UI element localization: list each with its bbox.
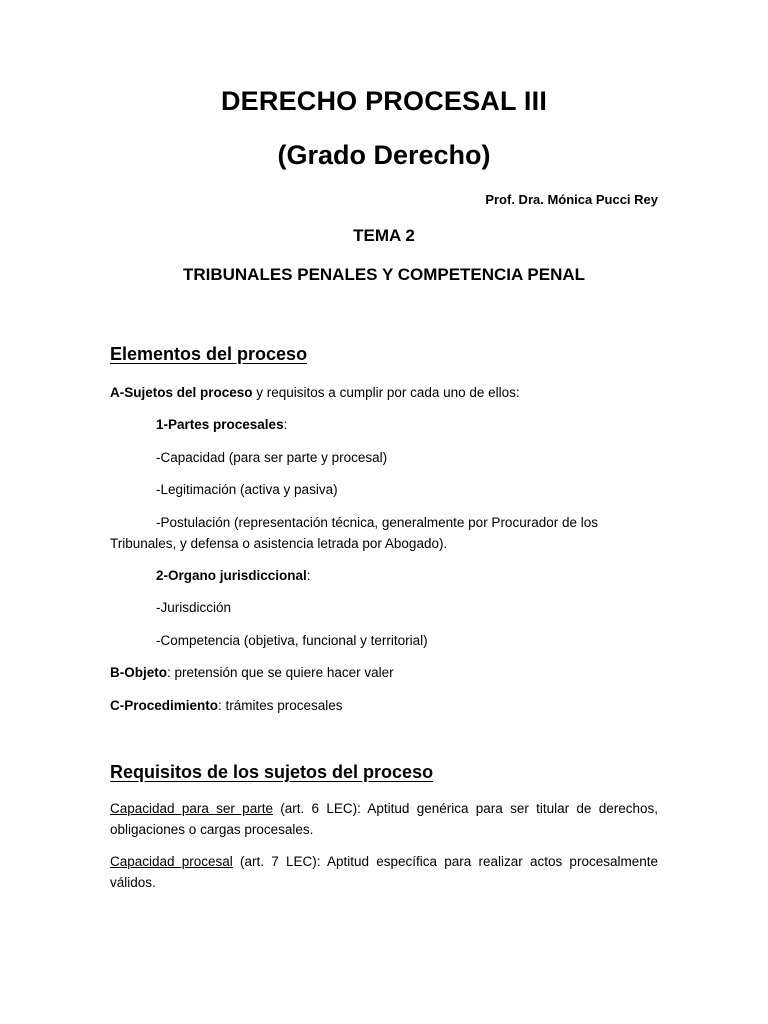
paragraph-capacidad-procesal [110,851,658,893]
item-capacidad: -Capacidad (para ser parte y procesal) [156,450,388,465]
item-partes-procesales [156,414,658,435]
item-postulacion: -Postulación (representación técnica, generalmente por Procurador de los Tribunales, y defensa o asistencia letrada por Abogado). [110,515,598,551]
item-b-label: B-Objeto [110,665,167,680]
capacidad-procesal-term: Capacidad procesal [110,854,233,869]
item-competencia: -Competencia (objetiva, funcional y territorial) [156,633,428,648]
document-title: DERECHO PROCESAL III [220,86,548,116]
capacidad-parte-text: (art. 6 LEC): Aptitud genérica para ser titular de derechos, obligaciones o cargas procesales. [110,801,658,837]
item-b-objeto [110,662,658,683]
topic-title: TRIBUNALES PENALES Y COMPETENCIA PENAL [182,265,586,284]
item-c-label: C-Procedimiento [110,698,219,713]
capacidad-parte-term: Capacidad para ser parte [110,801,273,816]
item-b-text: : pretensión que se quiere hacer valer [167,665,394,680]
document-subtitle: (Grado Derecho) [277,140,491,170]
item-a-text: y requisitos a cumplir por cada uno de ellos: [252,385,520,400]
partes-colon: : [283,417,288,432]
item-organo-jurisdiccional [156,565,658,586]
organo-colon: : [306,568,311,583]
tema-label: TEMA 2 [353,226,415,245]
section-heading-requisitos: Requisitos de los sujetos del proceso [110,762,434,782]
organo-label: 2-Organo jurisdiccional [156,568,307,583]
professor-name: Prof. Dra. Mónica Pucci Rey [485,192,658,207]
paragraph-capacidad-parte [110,798,658,840]
capacidad-procesal-text: (art. 7 LEC): Aptitud específica para realizar actos procesalmente válidos. [110,854,658,890]
item-a-label: A-Sujetos del proceso [110,385,253,400]
item-a-sujetos [110,382,658,403]
item-jurisdiccion: -Jurisdicción [156,600,232,615]
item-legitimacion: -Legitimación (activa y pasiva) [156,482,338,497]
partes-label: 1-Partes procesales [156,417,284,432]
item-c-text: : trámites procesales [218,698,343,713]
item-c-procedimiento [110,695,658,716]
section-heading-elementos: Elementos del proceso [110,344,308,364]
